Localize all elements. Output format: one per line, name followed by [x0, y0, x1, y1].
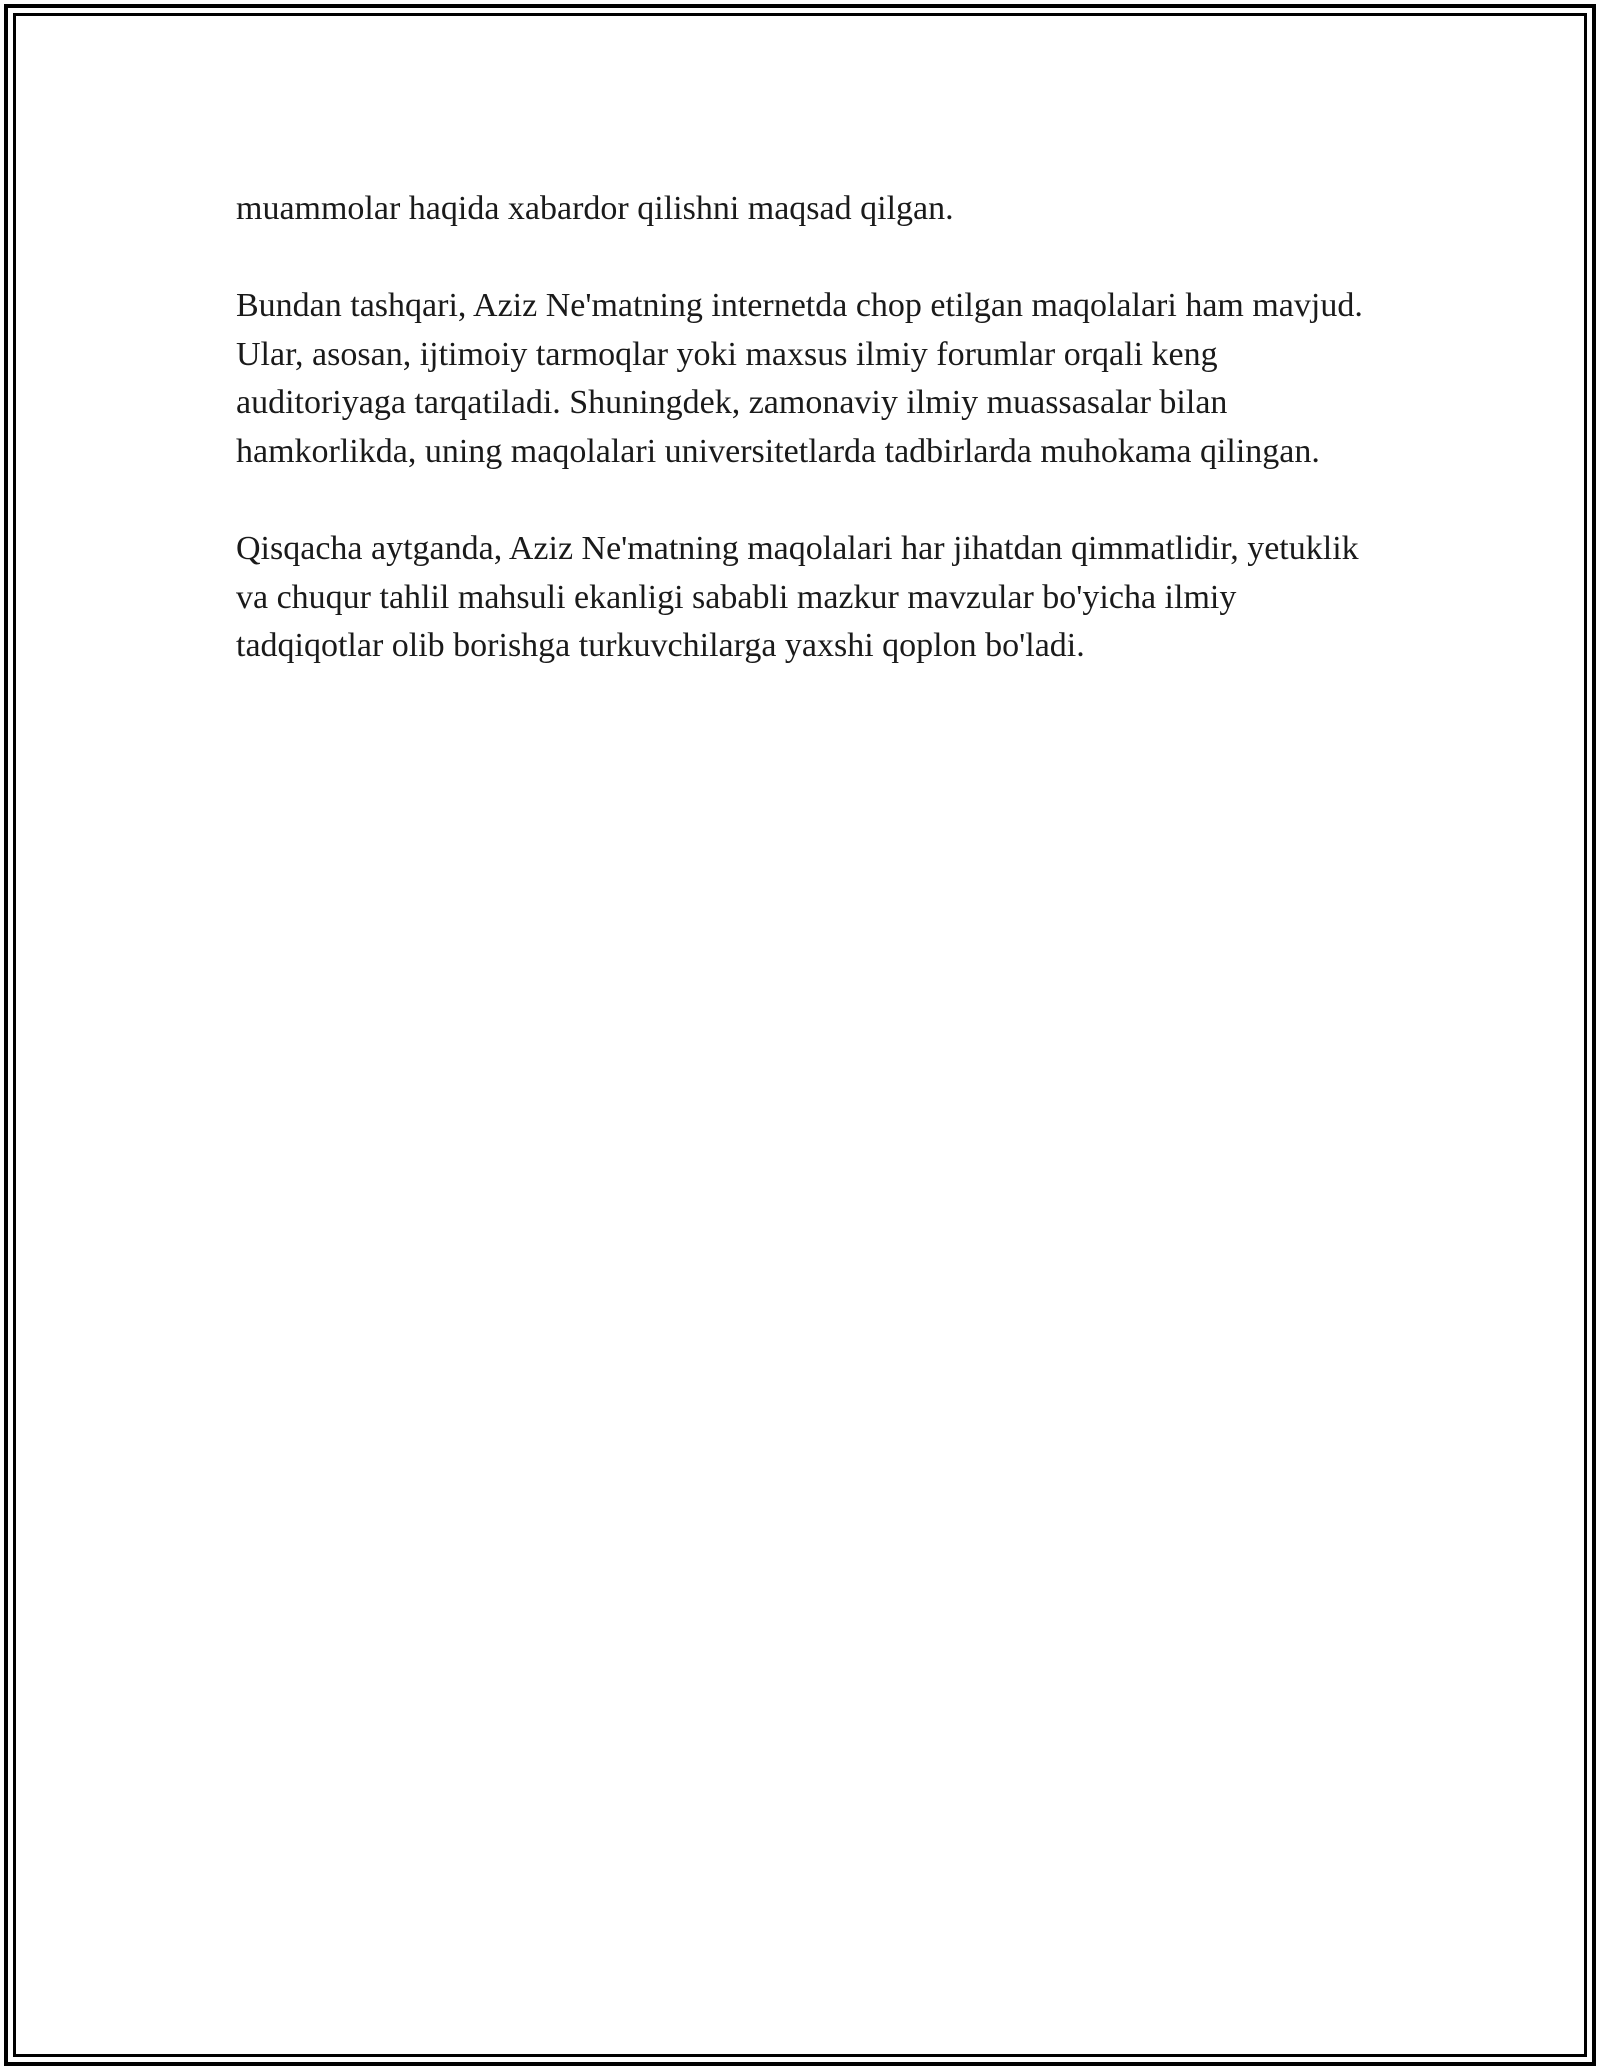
- document-body: [236, 185, 1386, 671]
- paragraph-3: Qisqacha aytganda, Aziz Ne'matning maqolalari har jihatdan qimmatlidir, yetuklik va chuqur tahlil mahsuli ekanligi sababli mazkur mavzular bo'yicha ilmiy tadqiqotlar olib borishga turkuvchilarga yaxshi qoplon bo'ladi.: [236, 530, 1359, 665]
- paragraph-2: Bundan tashqari, Aziz Ne'matning internetda chop etilgan maqolalari ham mavjud. Ular, asosan, ijtimoiy tarmoqlar yoki maxsus ilmiy forumlar orqali keng auditoriyaga tarqatiladi. Shuningdek, zamonaviy ilmiy muassasalar bilan hamkorlikda, uning maqolalari universitetlarda tadbirlarda muhokama qilingan.: [236, 287, 1363, 470]
- paragraph-1: muammolar haqida xabardor qilishni maqsad qilgan.: [236, 190, 954, 227]
